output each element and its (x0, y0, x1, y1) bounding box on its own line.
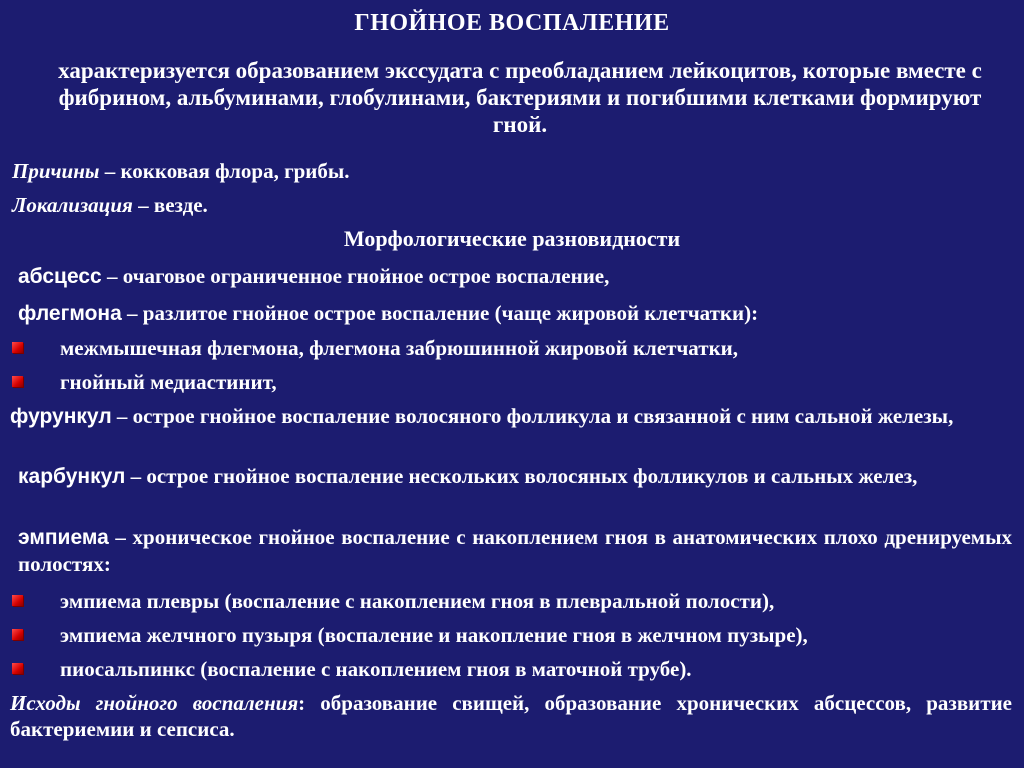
subtitle: Морфологические разновидности (343, 226, 681, 251)
abscess-line (18, 263, 609, 290)
phlegmon-item: гнойный медиастинит, (60, 370, 277, 394)
empyema-paragraph (18, 524, 1012, 577)
furuncle-paragraph (10, 403, 1012, 430)
square-bullet-icon (12, 663, 23, 674)
abscess-term: абсцесс (18, 265, 102, 288)
outcomes-term: Исходы гнойного воспаления (10, 691, 299, 715)
slide-title: ГНОЙНОЕ ВОСПАЛЕНИЕ (354, 10, 670, 36)
outcomes-text: : образование свищей, образование хронических абсцессов, развитие бактериемии и сепсиса. (10, 691, 1013, 741)
phlegmon-item: межмышечная флегмона, флегмона забрюшинной жировой клетчатки, (60, 336, 739, 360)
localization-dash: – (132, 193, 154, 217)
causes-text: кокковая флора, грибы. (120, 159, 350, 183)
furuncle-text: – острое гнойное воспаление волосяного фолликула и связанной с ним сальной железы, (111, 404, 954, 428)
outcomes-paragraph (10, 690, 1012, 742)
phlegmon-term: флегмона (18, 302, 122, 325)
phlegmon-text: – разлитое гнойное острое воспаление (чаще жировой клетчатки): (121, 301, 759, 325)
square-bullet-icon (12, 342, 23, 353)
localization-line (12, 192, 208, 218)
carbuncle-text: – острое гнойное воспаление нескольких волосяных фолликулов и сальных желез, (125, 464, 918, 488)
phlegmon-line (18, 300, 758, 327)
empyema-text: – хроническое гнойное воспаление с накоплением гноя в анатомических плохо дренируемых полостях: (18, 525, 1012, 576)
carbuncle-paragraph (18, 463, 1012, 490)
empyema-term: эмпиема (18, 526, 109, 549)
carbuncle-term: карбункул (18, 465, 126, 488)
causes-line (12, 158, 350, 184)
square-bullet-icon (12, 595, 23, 606)
localization-text: везде. (153, 193, 208, 217)
square-bullet-icon (12, 376, 23, 387)
empyema-item: эмпиема желчного пузыря (воспаление и накопление гноя в желчном пузыре), (60, 623, 808, 647)
causes-dash: – (99, 159, 121, 183)
empyema-item: эмпиема плевры (воспаление с накоплением гноя в плевральной полости), (60, 589, 775, 613)
abscess-text: – очаговое ограниченное гнойное острое воспаление, (101, 264, 610, 288)
localization-term: Локализация (12, 193, 133, 217)
furuncle-term: фурункул (10, 405, 112, 428)
square-bullet-icon (12, 629, 23, 640)
causes-term: Причины (12, 159, 100, 183)
empyema-item: пиосальпинкс (воспаление с накоплением гноя в маточной трубе). (60, 657, 692, 681)
intro-paragraph: характеризуется образованием экссудата с преобладанием лейкоцитов, которые вместе с фибрином, альбуминами, глобулинами, бактериями и погибшими клетками формируют гной. (58, 58, 982, 137)
